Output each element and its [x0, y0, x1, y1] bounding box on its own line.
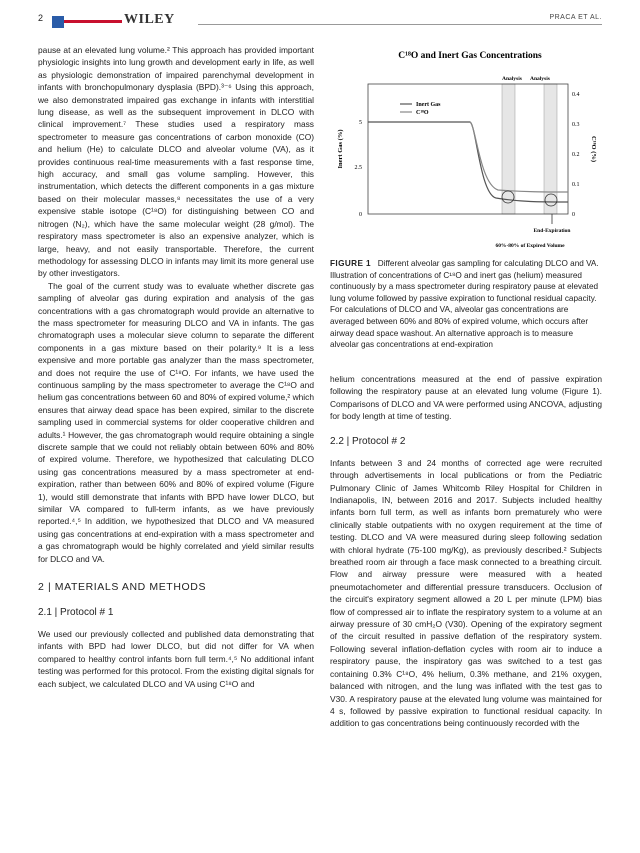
page-number: 2: [38, 13, 44, 23]
page-header: [38, 10, 602, 32]
analysis-band-2: [544, 84, 557, 214]
section-heading: 2 | MATERIALS AND METHODS: [38, 581, 207, 594]
left-tick-2-5: 2.5: [354, 165, 362, 171]
figure-1: [330, 44, 602, 252]
protocol1-paragraph: We used our previously collected and published data demonstrating that infants with BPD had lower DLCO, but did not differ for VA when compared to healthy control infants born full term.⁴,⁵ No additional infant testing was performed for this protocol. From the existing digital signals for each subject, we calculated DLCO and VA using C¹⁸O and: [38, 628, 314, 689]
logo-accent-bar: [64, 20, 122, 23]
protocol2-paragraph: Infants between 3 and 24 months of corrected age were recruited through advertisements in local publications or from the Pediatric Pulmonary Clinic of James Whitcomb Riley Hospital for Children in Indianapolis, IN, between 2016 and 2017. Subjects included healthy infants born full term, as well as infants born prematurely who were clinically stable outpatients with no oxygen requirement at the time of testing. DLCO and VA were measured during sleep following sedation with chloral hydrate (75-100 mg/Kg), as previously described.² Subjects breathed room air through a face mask connected to a breathing circuit. Flow and airway pressure were measured with a heated pneumotachometer and differential pressure transducers. Occlusion of the circuit's expiratory segment allowed a 20 L per minute (LPM) bias flow of compressed air to inflate the respiratory system to a volume at an airway pressure of 30 cmH₂O (V30). Opening of the expiratory segment of the circuit resulted in passive deflation of the respiratory system. Following several inflation-deflation cycles with room air to induce a respiratory pause, the inspiratory gas was switched to a test gas containing 0.3% C¹⁸O, 4% helium, 0.3% methane, and 21% oxygen, balanced with nitrogen, and the lung was inflated with the test gas to V30. A respiratory pause at the elevated lung volume was maintained for 4 s, followed by passive expiration to functional residual capacity. In addition to gas concentrations being continuously recorded with the: [330, 457, 602, 729]
wiley-logo-icon: [52, 16, 64, 28]
running-head: PRACA ET AL.: [549, 14, 602, 21]
analysis-label-2: Analysis: [530, 76, 550, 82]
right-tick-0-4: 0.4: [572, 92, 580, 98]
figure-title: C¹⁸O and Inert Gas Concentrations: [398, 51, 542, 61]
goal-paragraph: The goal of the current study was to evaluate whether discrete gas sampling of alveolar gas during expiration and analysis of the gas concentrations with a gas chromatograph would provide an alternative to the mass spectrometer for measuring DLCO and VA in infants. The gas chromatograph uses a molecular sieve column to separate the different components in a gas mixture based on their polarity.⁹ It is a less expensive and more portable gas analyzer than the mass spectrometer, and does not require the use of C¹⁸O. For infants, we have used the continuous sampling by the mass spectrometer to average the C¹⁸O and helium gas concentrations between 60 and 80% of expired volume,² which ensures that airway dead space has been expired, similar to the discrete sampling used in commercial systems for older cooperative children and adults.¹ However, the gas chromatograph would require obtaining a single discrete sample that we could not reliably obtain between 60% and 80% of expired volume. Therefore, we hypothesized that calculating DLCO using gas concentrations measured by a mass spectrometer at end-expiration, rather than between 60% and 80% of expired volume (Figure 1), would still demonstrate that infants with BPD have lower DLCO, but similar VA compared to full-term infants, as we have previously reported.⁴,⁵ In addition, we hypothesized that DLCO and VA measured using gas concentrations at end-expiration with a mass spectrometer and a gas chromatograph would be highly correlated and yield similar results for DLCO and VA.: [38, 280, 314, 564]
expired-volume-label: 60%-80% of Expired Volume: [495, 243, 565, 249]
right-axis-label: C¹⁸O (%): [590, 135, 597, 163]
plot-frame: [368, 84, 568, 214]
right-tick-0-1: 0.1: [572, 182, 580, 188]
figure-caption: [330, 258, 602, 351]
right-tick-0-3: 0.3: [572, 122, 580, 128]
subsection-heading-2: 2.2 | Protocol # 2: [330, 436, 406, 448]
publisher-name: WILEY: [124, 12, 175, 27]
left-column: [38, 44, 314, 690]
figure-svg: [330, 44, 602, 252]
header-rule: [198, 24, 602, 25]
left-tick-5: 5: [359, 120, 362, 126]
intro-paragraph: pause at an elevated lung volume.² This approach has provided important physiologic insights into lung growth and development early in life, as well as physiologic demonstration of impaired parenchymal development in infants with bronchopulmonary dysplasia (BPD).³⁻⁶ Using this approach, we also demonstrated impaired gas exchange in infants with interstitial lung disease, as well as the subsequent improvement in DLCO with clinical improvement.⁷ These studies used a respiratory mass spectrometer to measure gas concentrations of carbon monoxide (CO) and helium (He) to calculate DLCO and alveolar volume (VA), as it provides continuous real-time measurements with a fast response time, high accuracy, and small gas volume sampling. However, this instrumentation, which detects the different components in a gas mixture based on their molecular masses,⁸ necessitates the use of a very expensive stable isotope (C¹⁸O) for distinguishing between CO and nitrogen (N₂), which have the same molecular weight (28 g/mol). The respiratory mass spectrometer is also an expensive analyzer, which is large, heavy, and not easily transportable. Therefore, the current methodology for assessing DLCO in infants may limit its more general use by other investigators.: [38, 45, 314, 279]
protocol1-continued-paragraph: helium concentrations measured at the end of passive expiration following the respiratory pause at an elevated lung volume (Figure 1). Comparisons of DLCO and VA were performed using ANCOVA, adjusting for body length at time of testing.: [330, 373, 602, 421]
caption-text: Different alveolar gas sampling for calculating DLCO and VA. Illustration of concentrations of C¹⁸O and inert gas (helium) measured continuously by a mass spectrometer during respiratory pause at elevated lung volume followed by passive expiration to functional residual capacity. For calculations of DLCO and VA, alveolar gas concentrations are averaged between 60% and 80% of expired volume, which occurs after airway dead space washout. An alternative approach is to measure alveolar gas concentrations at end-expiration: [330, 259, 599, 350]
right-tick-0: 0: [572, 212, 575, 218]
inert-gas-curve: [368, 122, 568, 202]
right-tick-0-2: 0.2: [572, 152, 580, 158]
subsection-heading: 2.1 | Protocol # 1: [38, 607, 114, 619]
legend-inert: Inert Gas: [416, 102, 441, 108]
left-tick-0: 0: [359, 212, 362, 218]
legend-c18o: C¹⁸O: [416, 110, 429, 116]
caption-label: FIGURE 1: [330, 259, 371, 268]
left-axis-label: Inert Gas (%): [337, 129, 344, 169]
end-expiration-label: End-Expiration: [533, 228, 571, 234]
analysis-label-1: Analysis: [502, 76, 522, 82]
right-column: [330, 44, 602, 730]
